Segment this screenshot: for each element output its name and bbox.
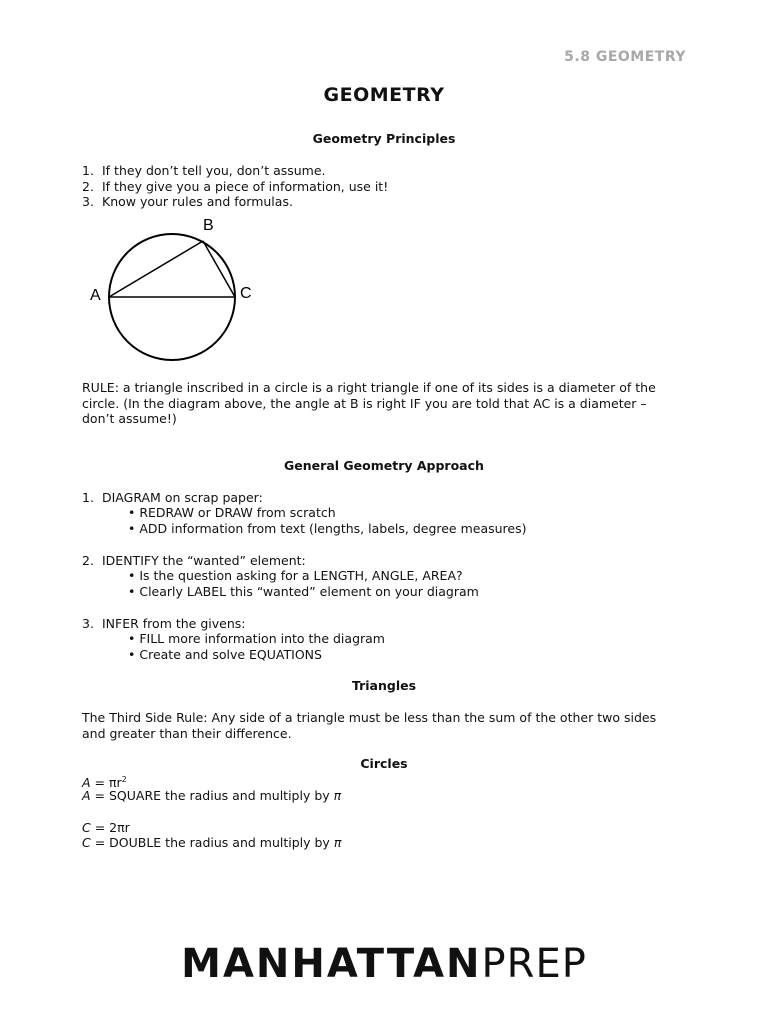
circles-heading: Circles [360, 756, 408, 771]
approach-step: 2. IDENTIFY the “wanted” element: [82, 553, 306, 568]
rule-line: circle. (In the diagram above, the angle at B is right IF you are told that AC is a diameter – [82, 396, 647, 411]
approach-substep: • FILL more information into the diagram [128, 631, 385, 646]
approach-substep: • ADD information from text (lengths, labels, degree measures) [128, 521, 527, 536]
triangles-text: and greater than their difference. [82, 726, 292, 741]
section-header: 5.8 GEOMETRY [564, 49, 686, 65]
label-a: A [90, 287, 101, 304]
triangles-text: The Third Side Rule: Any side of a triangle must be less than the sum of the other two sides [82, 710, 657, 725]
circumference-formula: C = 2πr [82, 820, 130, 835]
approach-substep: • Is the question asking for a LENGTH, ANGLE, AREA? [128, 568, 463, 583]
side-ab [109, 241, 203, 297]
circumference-description: C = DOUBLE the radius and multiply by π [82, 835, 342, 850]
label-b: B [203, 217, 214, 234]
approach-step: 3. INFER from the givens: [82, 616, 246, 631]
area-description: A = SQUARE the radius and multiply by π [82, 788, 342, 803]
page-title: GEOMETRY [323, 84, 445, 106]
approach-step: 1. DIAGRAM on scrap paper: [82, 490, 263, 505]
inscribed-triangle-diagram [80, 210, 280, 370]
principles-heading: Geometry Principles [312, 131, 456, 146]
rule-line: don’t assume!) [82, 411, 177, 426]
approach-substep: • REDRAW or DRAW from scratch [128, 505, 336, 520]
label-c: C [240, 285, 252, 302]
principle-item: 1. If they don’t tell you, don’t assume. [82, 163, 326, 178]
manhattan-prep-logo: MANHATTANPREP [181, 941, 587, 987]
side-bc [203, 241, 235, 297]
approach-heading: General Geometry Approach [284, 458, 484, 473]
principle-item: 3. Know your rules and formulas. [82, 194, 293, 209]
triangles-heading: Triangles [351, 678, 417, 693]
principle-item: 2. If they give you a piece of information, use it! [82, 179, 389, 194]
rule-line: RULE: a triangle inscribed in a circle is a right triangle if one of its sides is a diameter of the [82, 380, 656, 395]
approach-substep: • Create and solve EQUATIONS [128, 647, 322, 662]
approach-substep: • Clearly LABEL this “wanted” element on your diagram [128, 584, 479, 599]
area-formula: $A = \pi r^2$ [82, 775, 127, 791]
